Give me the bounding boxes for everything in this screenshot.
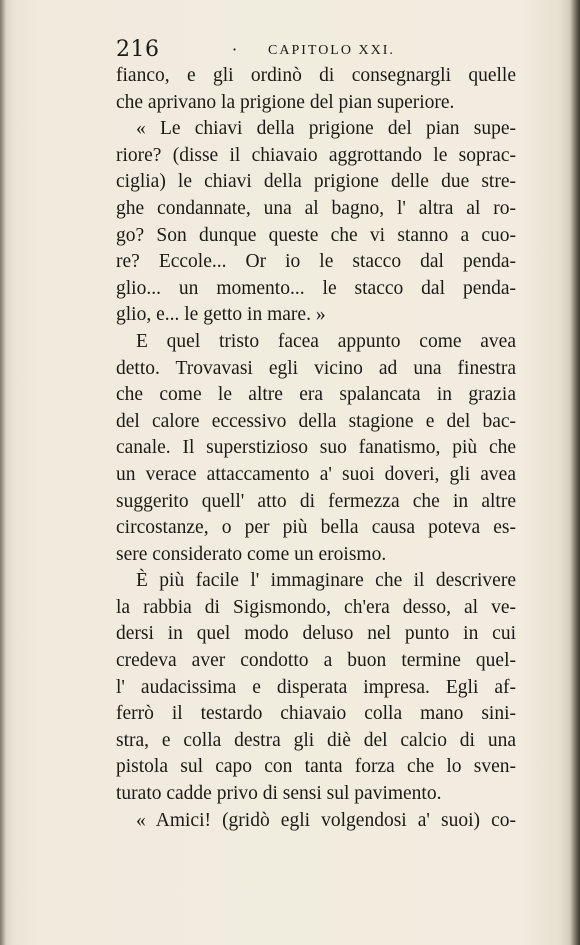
text-line: pistola sul capo con tanta forza che lo sven-: [116, 756, 516, 778]
text-line: E quel tristo facea appunto come avea: [136, 330, 516, 352]
text-line: stra, e colla destra gli diè del calcio di una: [116, 729, 516, 751]
text-line: un verace attaccamento a' suoi doveri, gli avea: [116, 463, 516, 485]
paragraph: [116, 63, 516, 116]
text-line: re? Eccole... Or io le stacco dal penda-: [116, 251, 516, 273]
text-line: sere considerato come un eroismo.: [116, 543, 387, 565]
chapter-running-head: CAPITOLO XXI.: [268, 43, 395, 58]
text-line: « Amici! (gridò egli volgendosi a' suoi) co-: [136, 809, 516, 831]
text-line: che come le altre era spalancata in grazia: [116, 384, 516, 406]
paragraph: [116, 329, 516, 568]
paragraph: [116, 116, 516, 329]
text-line: detto. Trovavasi egli vicino ad una finestra: [116, 357, 516, 379]
text-line: del calore eccessivo della stagione e del bac-: [116, 410, 516, 432]
paragraph: [116, 568, 516, 807]
text-line: credeva aver condotto a buon termine quel-: [116, 650, 516, 672]
text-line: « Le chiavi della prigione del pian supe-: [136, 118, 516, 140]
text-line: fianco, e gli ordinò di consegnargli quelle: [116, 65, 516, 86]
text-line: go? Son dunque queste che vi stanno a cuo-: [116, 224, 516, 246]
text-line: suggerito quell' atto di fermezza che in altre: [116, 490, 516, 512]
text-line: l' audacissima e disperata impresa. Egli af-: [116, 676, 516, 698]
text-line: glio, e... le getto in mare. »: [116, 304, 326, 326]
text-line: ghe condannate, una al bagno, l' altra al ro-: [116, 197, 516, 219]
text-line: dersi in quel modo deluso nel punto in cui: [116, 623, 516, 645]
text-line: circostanze, o per più bella causa poteva es-: [116, 517, 516, 539]
page-number: 216: [116, 37, 160, 62]
body-text: [116, 63, 516, 834]
text-line: la rabbia di Sigismondo, ch'era desso, al ve-: [116, 596, 516, 618]
text-line: canale. Il superstizioso suo fanatismo, più che: [116, 437, 516, 459]
text-line: ferrò il testardo chiavaio colla mano sini-: [116, 703, 516, 725]
text-line: È più facile l' immaginare che il descrivere: [136, 570, 516, 592]
text-line: ciglia) le chiavi della prigione delle due stre-: [116, 171, 516, 193]
header-separator: ·: [232, 40, 238, 59]
page-header: [116, 38, 516, 62]
text-line: riore? (disse il chiavaio aggrottando le soprac-: [116, 144, 516, 166]
text-line: turato cadde privo di sensi sul pavimento.: [116, 783, 442, 805]
paragraph: [116, 808, 516, 835]
text-line: che aprivano la prigione del pian superiore.: [116, 91, 455, 113]
text-line: glio... un momento... le stacco dal penda-: [116, 277, 516, 299]
